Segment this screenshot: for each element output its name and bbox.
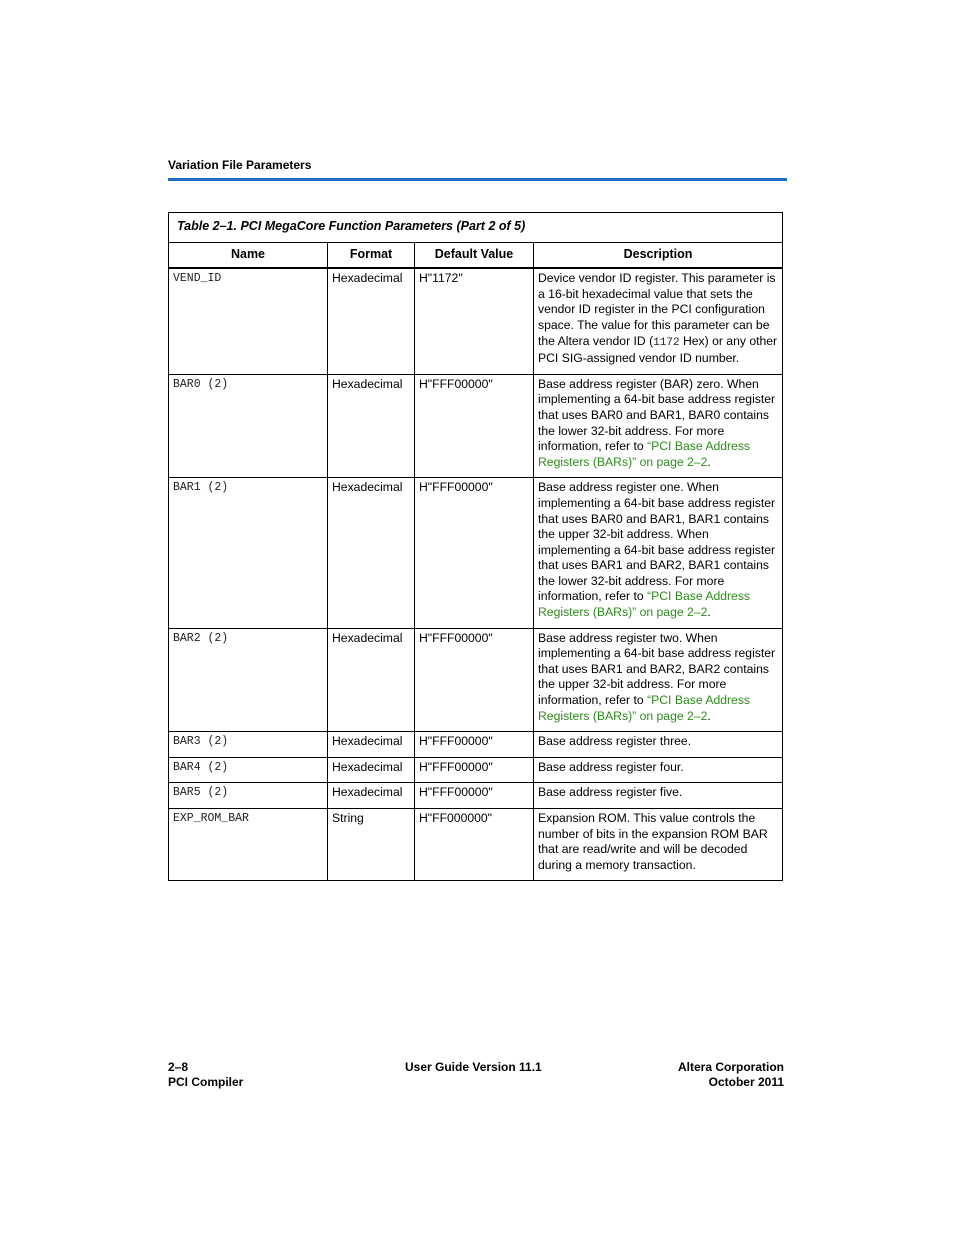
param-name: BAR0 (2) (169, 374, 328, 478)
publication-date: October 2011 (708, 1075, 784, 1089)
page-number: 2–8 (168, 1060, 189, 1074)
param-description (534, 374, 783, 478)
product-name: PCI Compiler (168, 1075, 244, 1089)
footer-right (678, 1060, 784, 1090)
param-description: Base address register four. (534, 757, 783, 783)
table-row (169, 628, 783, 732)
table-row (169, 374, 783, 478)
table-row (169, 268, 783, 374)
param-name: EXP_ROM_BAR (169, 809, 328, 881)
company-name: Altera Corporation (677, 1060, 784, 1074)
param-description (534, 478, 783, 628)
parameters-table (168, 212, 783, 881)
cross-reference-link[interactable]: “PCI Base Address Registers (BARs)” on page 2–2 (538, 589, 751, 620)
param-description (534, 628, 783, 732)
param-default: H"FFF00000" (415, 374, 534, 478)
cross-reference-link[interactable]: “PCI Base Address Registers (BARs)” on page 2–2 (538, 693, 751, 723)
param-format: Hexadecimal (328, 374, 415, 478)
guide-version: User Guide Version 11.1 (405, 1060, 542, 1074)
param-name: BAR1 (2) (169, 478, 328, 628)
param-format: String (328, 809, 415, 881)
param-default: H"FFF00000" (415, 628, 534, 732)
table-row (169, 757, 783, 783)
param-name: BAR2 (2) (169, 628, 328, 732)
table-row (169, 809, 783, 881)
column-header-default-value: Default Value (415, 242, 534, 268)
description-code: 1172 (653, 336, 680, 349)
param-default: H"FF000000" (415, 809, 534, 881)
param-name: BAR4 (2) (169, 757, 328, 783)
param-format: Hexadecimal (328, 757, 415, 783)
param-default: H"FFF00000" (415, 478, 534, 628)
table-caption: Table 2–1. PCI MegaCore Function Parameters (Part 2 of 5) (169, 213, 783, 243)
header-divider (168, 178, 787, 181)
description-text: Device vendor ID register. This parameter is a 16-bit hexadecimal value that sets the vendor ID register in the PCI configuration space. The value for this parameter can be the Altera vendor ID ( (538, 271, 776, 348)
cross-reference-link[interactable]: “PCI Base Address Registers (BARs)” on page 2–2 (538, 439, 751, 469)
description-text: Base address register (BAR) zero. When implementing a 64-bit base address register that uses BAR0 and BAR1, BAR0 contains the lower 32-bit address. For more information, refer to (538, 376, 776, 454)
param-default: H"FFF00000" (415, 732, 534, 758)
table-row (169, 732, 783, 758)
column-header-description: Description (534, 242, 783, 268)
param-name: VEND_ID (169, 268, 328, 374)
param-format: Hexadecimal (328, 783, 415, 809)
description-text: . (707, 605, 711, 620)
param-name: BAR3 (2) (169, 732, 328, 758)
param-description: Expansion ROM. This value controls the number of bits in the expansion ROM BAR that are read/write and will be decoded during a memory transaction. (534, 809, 783, 881)
param-default: H"1172" (415, 268, 534, 374)
param-name: BAR5 (2) (169, 783, 328, 809)
table-row (169, 783, 783, 809)
param-default: H"FFF00000" (415, 757, 534, 783)
param-default: H"FFF00000" (415, 783, 534, 809)
description-text: Base address register one. When implementing a 64-bit base address register that uses BAR0 and BAR1, BAR1 contains the upper 32-bit address. When implementing a 64-bit base address register that uses BAR1 and BAR2, BAR1 contains the lower 32-bit address. For more information, refer to (538, 480, 776, 604)
footer-left (168, 1060, 243, 1090)
param-format: Hexadecimal (328, 268, 415, 374)
param-description: Base address register three. (534, 732, 783, 758)
footer-center (405, 1060, 542, 1075)
description-text: . (707, 454, 711, 469)
table-row (169, 478, 783, 628)
description-text: . (707, 708, 711, 723)
param-format: Hexadecimal (328, 478, 415, 628)
column-header-format: Format (328, 242, 415, 268)
param-description: Base address register five. (534, 783, 783, 809)
param-format: Hexadecimal (328, 628, 415, 732)
page-header-title: Variation File Parameters (168, 158, 312, 172)
param-description (534, 268, 783, 374)
description-text: Base address register two. When implementing a 64-bit base address register that uses BAR1 and BAR2, BAR2 contains the upper 32-bit address. For more information, refer to (538, 630, 776, 708)
param-format: Hexadecimal (328, 732, 415, 758)
description-text: Hex) or any other PCI SIG-assigned vendor ID number. (538, 333, 778, 366)
column-header-name: Name (169, 242, 328, 268)
